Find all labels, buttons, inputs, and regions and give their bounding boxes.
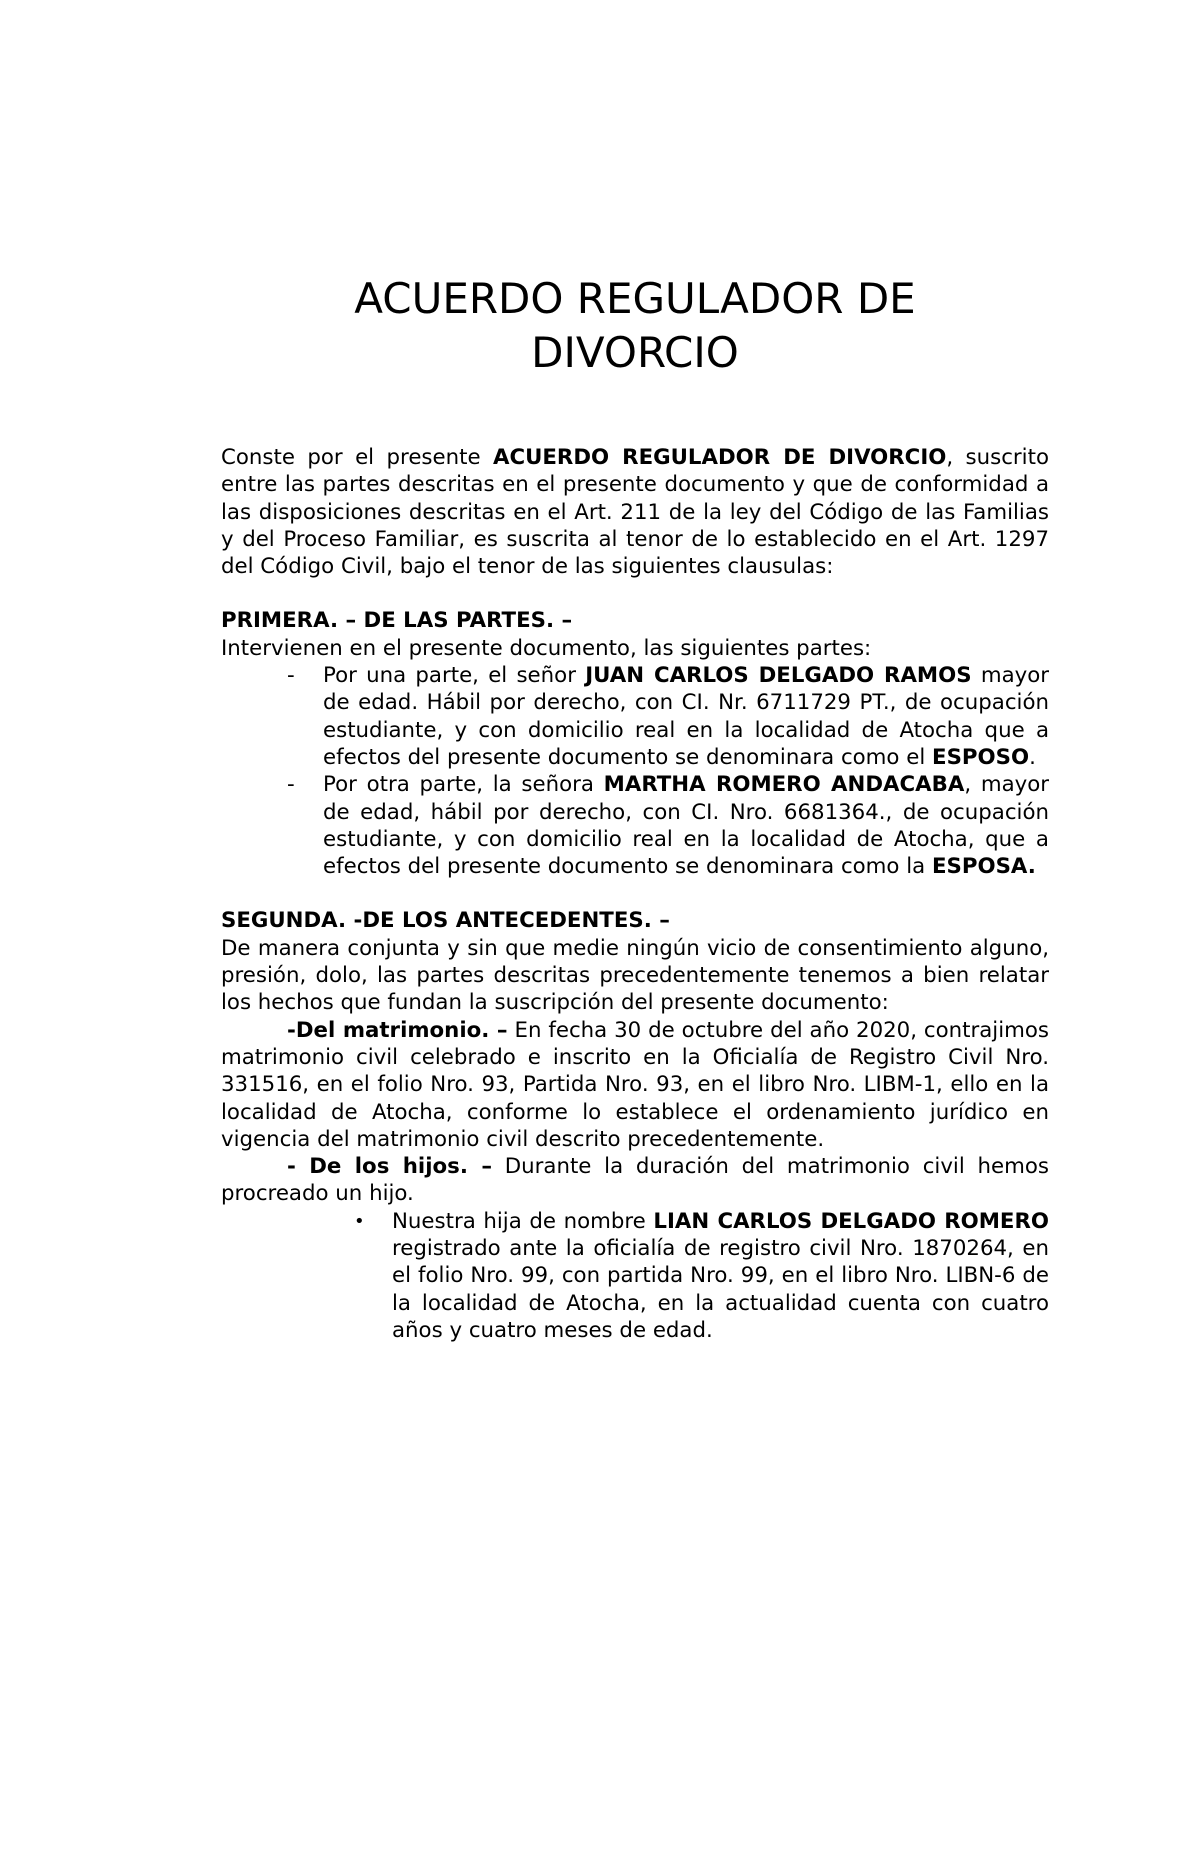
document-title — [220, 272, 1050, 380]
child-name: LIAN CARLOS DELGADO ROMERO — [653, 1208, 1049, 1234]
dash-marker: - — [287, 772, 295, 798]
party-role: ESPOSO — [932, 744, 1030, 770]
title-line-2: DIVORCIO — [531, 328, 739, 377]
party-role: ESPOSA. — [931, 854, 1036, 880]
child-text-1: Nuestra hija de nombre — [392, 1208, 654, 1234]
matrimonio-label: -Del matrimonio. – — [287, 1017, 508, 1043]
party-item-esposa — [221, 771, 1049, 880]
spacer — [221, 880, 1049, 907]
party-name: MARTHA ROMERO ANDACABA — [603, 772, 965, 798]
clause-segunda-heading: SEGUNDA. -DE LOS ANTECEDENTES. – — [221, 908, 670, 934]
matrimonio-paragraph — [221, 1017, 1049, 1153]
party-text-2: mayor de edad. Hábil por derecho, con CI. Nr. 6711729 PT., de ocupación estudiante, y con domicilio real en la localidad de Atocha que a efectos del presente documento se denominara como el — [323, 663, 1050, 770]
party-text-1: Por otra parte, la señora — [323, 772, 604, 798]
hijos-label: - De los hijos. – — [287, 1154, 492, 1180]
spacer — [221, 580, 1049, 607]
intro-bold-title: ACUERDO REGULADOR DE DIVORCIO — [492, 445, 947, 470]
intro-text-1: Conste por el presente — [221, 445, 493, 470]
dash-marker: - — [287, 663, 295, 689]
hijos-paragraph — [221, 1153, 1049, 1208]
party-name: JUAN CARLOS DELGADO RAMOS — [585, 663, 972, 689]
party-text-1: Por una parte, el señor — [323, 663, 586, 689]
bullet-marker: • — [354, 1210, 365, 1232]
matrimonio-text: En fecha 30 de octubre del año 2020, contrajimos matrimonio civil celebrado e inscrito en la Oficialía de Registro Civil Nro. 331516, en el folio Nro. 93, Partida Nro. 93, en el libro Nro. LIBM-1, ello en la localidad de Atocha, conforme lo establece el ordenamiento jurídico en vigencia del matrimonio civil descrito precedentemente. — [221, 1017, 1049, 1152]
document-body — [221, 444, 1049, 1344]
clause-primera-heading: PRIMERA. – DE LAS PARTES. – — [221, 608, 573, 634]
clause-primera-lead: Intervienen en el presente documento, las siguientes partes: — [221, 635, 872, 661]
party-text-2: , mayor de edad, hábil por derecho, con CI. Nro. 6681364., de ocupación estudiante, y con domicilio real en la localidad de Atocha, que a efectos del presente documento se denominara como la — [323, 772, 1050, 880]
title-line-1: ACUERDO REGULADOR DE — [354, 274, 916, 323]
party-text-3: . — [1029, 744, 1036, 770]
child-text-2: registrado ante la oficialía de registro civil Nro. 1870264, en el folio Nro. 99, con partida Nro. 99, en el libro Nro. LIBN-6 de la localidad de Atocha, en la actualidad cuenta con cuatro años y cuatro meses de edad. — [392, 1236, 1049, 1343]
hijos-text: Durante la duración del matrimonio civil hemos procreado un hijo. — [221, 1154, 1049, 1207]
child-item — [221, 1208, 1049, 1344]
clause-segunda-lead: De manera conjunta y sin que medie ningún vicio de consentimiento alguno, presión, dolo, las partes descritas precedentemente tenemos a bien relatar los hechos que fundan la suscripción del presente documento: — [221, 935, 1049, 1016]
intro-paragraph — [221, 444, 1049, 580]
party-item-esposo — [221, 662, 1049, 771]
intro-text-2: , suscrito entre las partes descritas en el presente documento y que de conformidad a las disposiciones descritas en el Art. 211 de la ley del Código de las Familias y del Proceso Familiar, es suscrita al tenor de lo establecido en el Art. 1297 del Código Civil, bajo el tenor de las siguientes clausulas: — [221, 445, 1049, 580]
